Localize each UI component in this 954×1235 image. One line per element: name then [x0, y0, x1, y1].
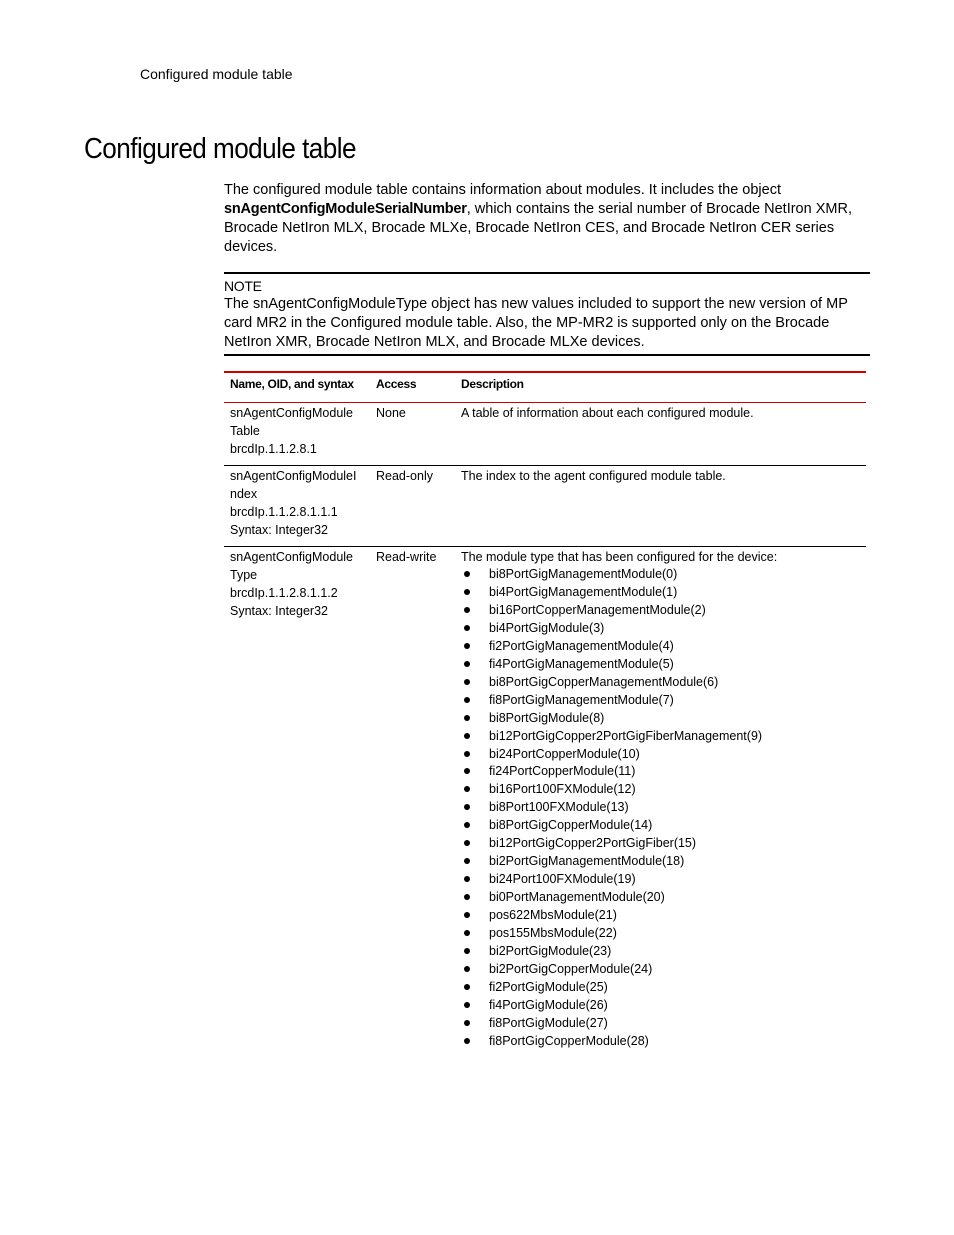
- cell-description: A table of information about each configured module.: [461, 406, 754, 420]
- object-name: snAgentConfigModuleIndex: [230, 469, 357, 501]
- list-item: bi8PortGigCopperModule(14): [461, 817, 860, 835]
- header-name-oid-syntax: Name, OID, and syntax: [230, 377, 354, 391]
- list-item: fi8PortGigCopperModule(28): [461, 1033, 860, 1051]
- cell-access: None: [376, 406, 406, 420]
- object-oid: brcdIp.1.1.2.8.1.1.1: [230, 505, 338, 519]
- cell-name: [224, 466, 370, 547]
- list-item: fi2PortGigManagementModule(4): [461, 638, 860, 656]
- object-syntax: Syntax: Integer32: [230, 604, 328, 618]
- mib-object-table: [224, 371, 866, 1058]
- intro-text-after: , which contains the serial number of Brocade NetIron XMR, Brocade NetIron MLX, Brocade MLXe, Brocade NetIron CES, and Brocade NetIron CER series devices.: [224, 201, 852, 255]
- intro-paragraph: [224, 181, 864, 257]
- list-item: bi4PortGigManagementModule(1): [461, 584, 860, 602]
- list-item: fi8PortGigManagementModule(7): [461, 692, 860, 710]
- list-item: bi16PortCopperManagementModule(2): [461, 602, 860, 620]
- list-item: bi8Port100FXModule(13): [461, 799, 860, 817]
- list-item: bi4PortGigModule(3): [461, 620, 860, 638]
- list-item: bi0PortManagementModule(20): [461, 889, 860, 907]
- header-access: Access: [376, 377, 417, 391]
- intro-object-name: snAgentConfigModuleSerialNumber: [224, 201, 467, 217]
- object-oid: brcdIp.1.1.2.8.1: [230, 442, 317, 456]
- table-row: [224, 403, 866, 466]
- list-item: fi4PortGigModule(26): [461, 997, 860, 1015]
- object-oid: brcdIp.1.1.2.8.1.1.2: [230, 586, 338, 600]
- note-body: The snAgentConfigModuleType object has new values included to support the new version of MP card MR2 in the Configured module table. Also, the MP-MR2 is supported only on the Brocade NetIron XMR, Brocade NetIron MLX, and Brocade MLXe devices.: [224, 296, 848, 350]
- cell-access: Read-write: [376, 550, 437, 564]
- module-type-values-list: [461, 566, 860, 1051]
- table-header-row: [224, 372, 866, 403]
- list-item: bi24Port100FXModule(19): [461, 871, 860, 889]
- list-item: fi4PortGigManagementModule(5): [461, 656, 860, 674]
- list-item: bi12PortGigCopper2PortGigFiberManagement(9): [461, 728, 860, 746]
- cell-name: [224, 403, 370, 466]
- note-heading: NOTE: [224, 278, 262, 294]
- list-item: fi2PortGigModule(25): [461, 979, 860, 997]
- page-title: Configured module table: [84, 133, 356, 165]
- list-item: bi24PortCopperModule(10): [461, 746, 860, 764]
- list-item: bi2PortGigCopperModule(24): [461, 961, 860, 979]
- list-item: pos155MbsModule(22): [461, 925, 860, 943]
- running-header: Configured module table: [140, 66, 293, 82]
- list-item: pos622MbsModule(21): [461, 907, 860, 925]
- list-item: fi24PortCopperModule(11): [461, 763, 860, 781]
- list-item: bi8PortGigCopperManagementModule(6): [461, 674, 860, 692]
- object-syntax: Syntax: Integer32: [230, 523, 328, 537]
- intro-text-before: The configured module table contains information about modules. It includes the object: [224, 182, 781, 198]
- list-item: bi8PortGigManagementModule(0): [461, 566, 860, 584]
- list-item: bi8PortGigModule(8): [461, 710, 860, 728]
- object-name: snAgentConfigModuleType: [230, 550, 353, 582]
- list-item: bi2PortGigModule(23): [461, 943, 860, 961]
- note-box: [224, 272, 870, 356]
- table-row: [224, 547, 866, 1058]
- cell-description: The index to the agent configured module table.: [461, 469, 726, 483]
- cell-name: [224, 547, 370, 1058]
- list-item: bi2PortGigManagementModule(18): [461, 853, 860, 871]
- object-name: snAgentConfigModuleTable: [230, 406, 353, 438]
- cell-access: Read-only: [376, 469, 433, 483]
- cell-description: [455, 547, 866, 1058]
- list-item: bi16Port100FXModule(12): [461, 781, 860, 799]
- list-item: fi8PortGigModule(27): [461, 1015, 860, 1033]
- table-row: [224, 466, 866, 547]
- list-item: bi12PortGigCopper2PortGigFiber(15): [461, 835, 860, 853]
- description-text: The module type that has been configured for the device:: [461, 550, 778, 564]
- header-description: Description: [461, 377, 524, 391]
